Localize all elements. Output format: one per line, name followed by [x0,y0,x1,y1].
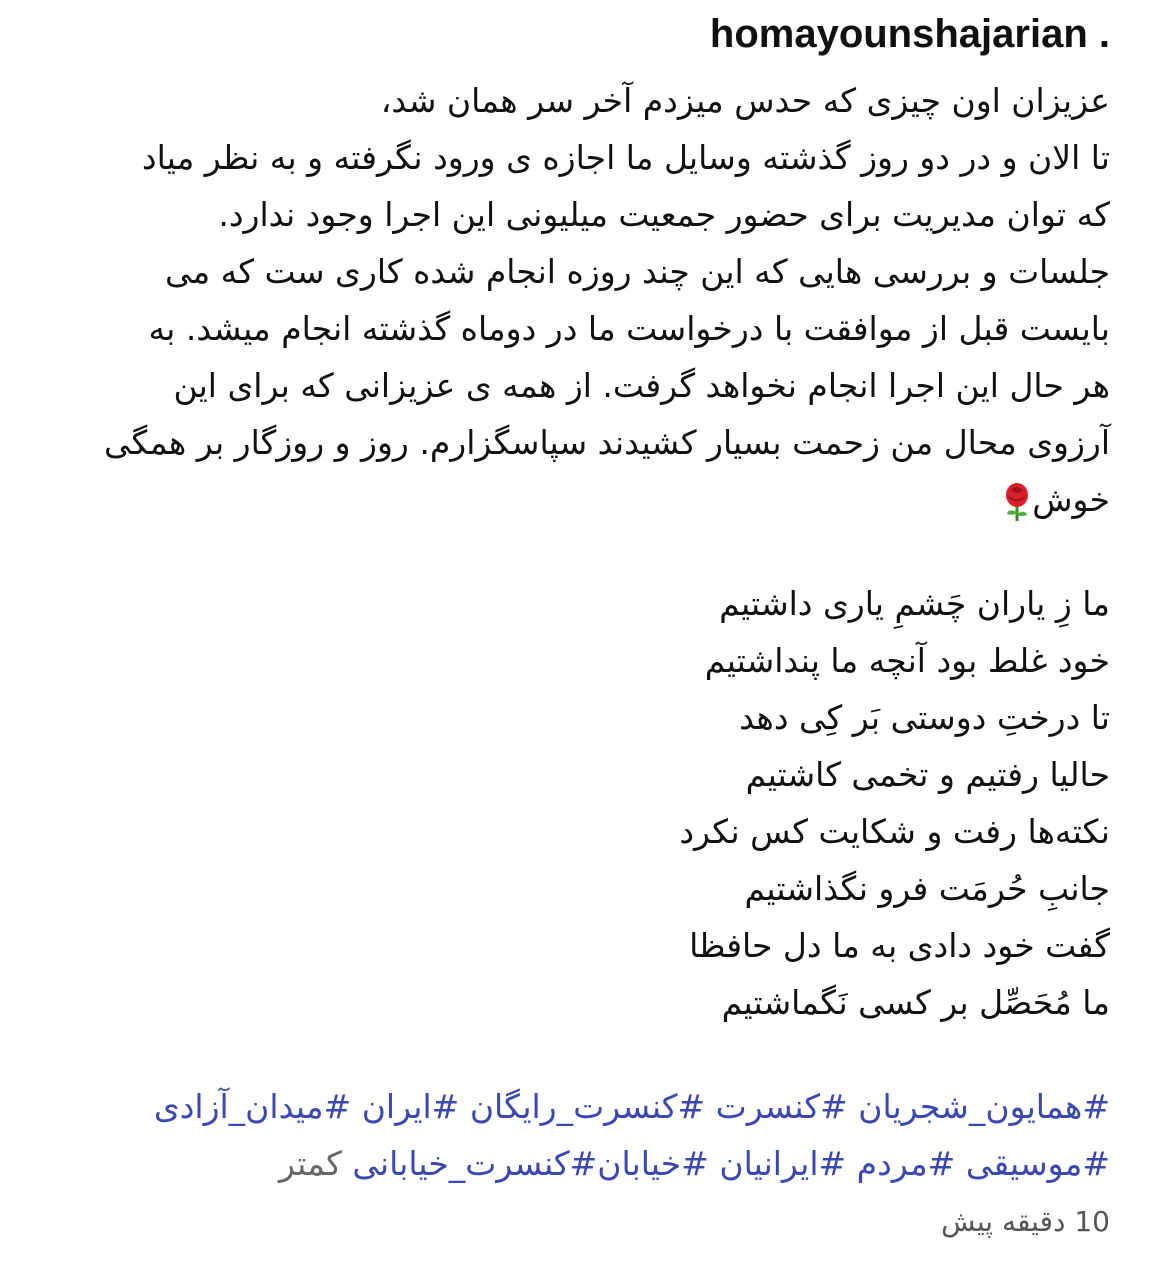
rose-icon [1002,482,1032,522]
poem-line: نکته‌ها رفت و شکایت کس نکرد [679,812,1110,851]
hashtag-link[interactable]: #کنسرت [715,1087,848,1126]
hashtag-link[interactable]: #کنسرت_رایگان [469,1087,706,1126]
poem-line: حالیا رفتیم و تخمی کاشتیم [745,755,1110,794]
hashtag-link[interactable]: #میدان_آزادی [153,1087,352,1126]
caption-line: جلسات و بررسی هایی که این چند روزه انجام شده کاری ست که می [164,252,1110,291]
show-less-link[interactable]: کمتر [278,1144,342,1183]
caption-line: بایست قبل از موافقت با درخواست ما در دوماه گذشته انجام میشد. به [148,309,1110,348]
caption-line-last [30,471,1110,528]
caption-line: هر حال این اجرا انجام نخواهد گرفت. از همه ی عزیزانی که برای این [173,366,1110,405]
hashtag-link[interactable]: #خیابان [597,1144,709,1183]
caption-text [30,72,1110,528]
caption-line: عزیزان اون چیزی که حدس میزدم آخر سر همان شد، [380,81,1110,120]
poem-line: گفت خود دادی به ما دل حافظا [689,926,1110,965]
hashtag-link[interactable]: #کنسرت_خیابانی [352,1144,598,1183]
poem [679,575,1110,1031]
caption-line: تا الان و در دو روز گذشته وسایل ما اجازه ی ورود نگرفته و به نظر میاد [141,138,1110,177]
poem-line: تا درختِ دوستی بَر کِی دهد [739,698,1110,737]
poem-line: ما زِ یاران چَشمِ یاری داشتیم [719,584,1110,623]
caption-line: که توان مدیریت برای حضور جمعیت میلیونی این اجرا وجود ندارد. [218,195,1110,234]
hashtag-line [154,1135,1110,1192]
post-timestamp: 10 دقیقه پیش [941,1205,1110,1238]
username-link[interactable]: homayounshajarian . [709,12,1110,56]
poem-line: خود غلط بود آنچه ما پنداشتیم [704,641,1110,680]
caption-line: آرزوی محال من زحمت بسیار کشیدند سپاسگزارم. روز و روزگار بر همگی [104,423,1110,462]
hashtag-link[interactable]: #همایون_شجریان [858,1087,1110,1126]
hashtag-link[interactable]: #مردم [856,1144,956,1183]
caption-text-end: خوش [1032,480,1110,519]
hashtag-link[interactable]: #ایرانیان [719,1144,847,1183]
hashtag-link[interactable]: #موسیقی [965,1144,1110,1183]
poem-line: جانبِ حُرمَت فرو نگذاشتیم [744,869,1110,908]
hashtag-line [154,1078,1110,1135]
poem-line: ما مُحَصِّل بر کسی نَگماشتیم [721,983,1110,1022]
hashtags [154,1078,1110,1192]
hashtag-link[interactable]: #ایران [361,1087,460,1126]
